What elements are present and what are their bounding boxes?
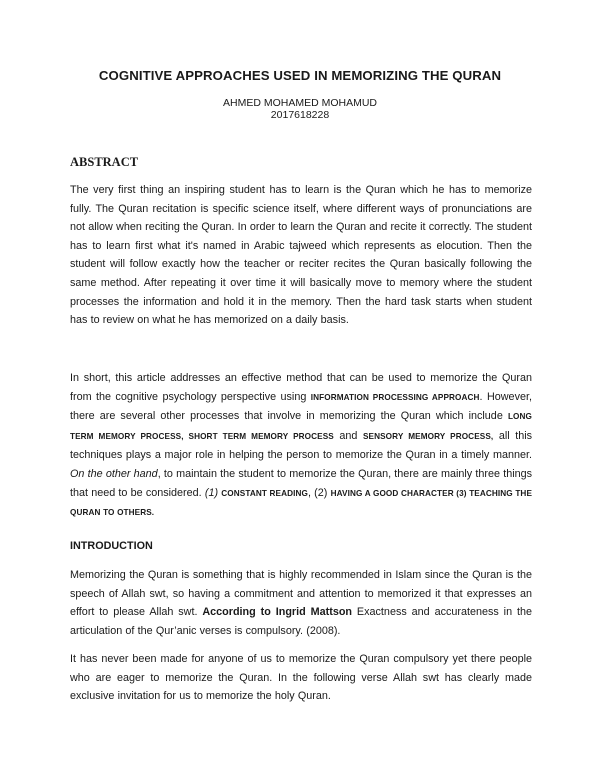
text-run: . However, there are several other processes that involve in memorizing the Quran which include [70, 390, 532, 423]
emphasis-term: SENSORY MEMORY PROCESS, [362, 431, 494, 441]
abstract-heading: ABSTRACT [70, 155, 139, 169]
text-run: , (2) [307, 486, 331, 499]
abstract-paragraph-2 [70, 369, 532, 523]
introduction-paragraph-2: It has never been made for anyone of us to memorize the Quran compulsory yet there people who are eager to memorize the Quran. In the following verse Allah swt has clearly made exclusive invitation for us to memorize the holy Quran. [70, 653, 532, 703]
emphasis-term: CONSTANT READING [221, 488, 308, 498]
text-run: Exactness and accurateness in the articulation of the Qur’anic verses is compulsory. (2008). [70, 606, 532, 637]
text-run: Memorizing the Quran is something that is highly recommended in Islam since the Quran is the speech of Allah swt, so having a commitment and attention to memorized it that expresses an effort to please Allah swt. [70, 569, 532, 619]
list-number: (1) [204, 486, 222, 499]
emphasis-term: TEACHING THE QURAN TO OTHERS. [70, 488, 533, 518]
text-run: , to maintain the student to memorize the Quran, there are mainly three things that need to be considered. [70, 467, 533, 499]
paper-title: COGNITIVE APPROACHES USED IN MEMORIZING THE QURAN [98, 68, 502, 83]
italic-phrase: On the other hand [70, 467, 158, 480]
citation-emphasis: According to Ingrid Mattson [202, 606, 353, 619]
emphasis-term: INFORMATION PROCESSING APPROACH [310, 392, 480, 402]
emphasis-term: LONG TERM MEMORY PROCESS, SHORT TERM MEMORY PROCESS [70, 412, 532, 441]
text-run: In short, this article addresses an effective method that can be used to memorize the Quran from the cognitive psychology perspective using [70, 372, 532, 403]
introduction-paragraph-1 [70, 566, 532, 640]
text-run: and [333, 429, 363, 442]
introduction-heading: INTRODUCTION [70, 540, 153, 552]
list-number: (3) [453, 488, 470, 498]
text-run: all this techniques plays a major role in helping the person to memorize the Quran in a timely manner. [70, 429, 532, 462]
author-name: AHMED MOHAMED MOHAMUD [223, 97, 377, 109]
emphasis-term: HAVING A GOOD CHARACTER [330, 488, 454, 498]
author-block [120, 97, 480, 121]
author-id: 2017618228 [270, 109, 330, 121]
abstract-paragraph-1: The very first thing an inspiring student has to learn is the Quran which he has to memorize fully. The Quran recitation is specific science itself, where different ways of pronunciations are not allow when reciting the Quran. In order to learn the Quran and recite it correctly. The student has to learn first what it's named in Arabic tajweed which represents as elocution. Then the student will follow exactly how the teacher or reciter recites the Quran basically following the same method. After repeating it over time it will basically move to memory where the student processes the information and hold it in the memory. Then the hard task starts when student has to review on what he has memorized on a daily basis. [70, 184, 532, 327]
